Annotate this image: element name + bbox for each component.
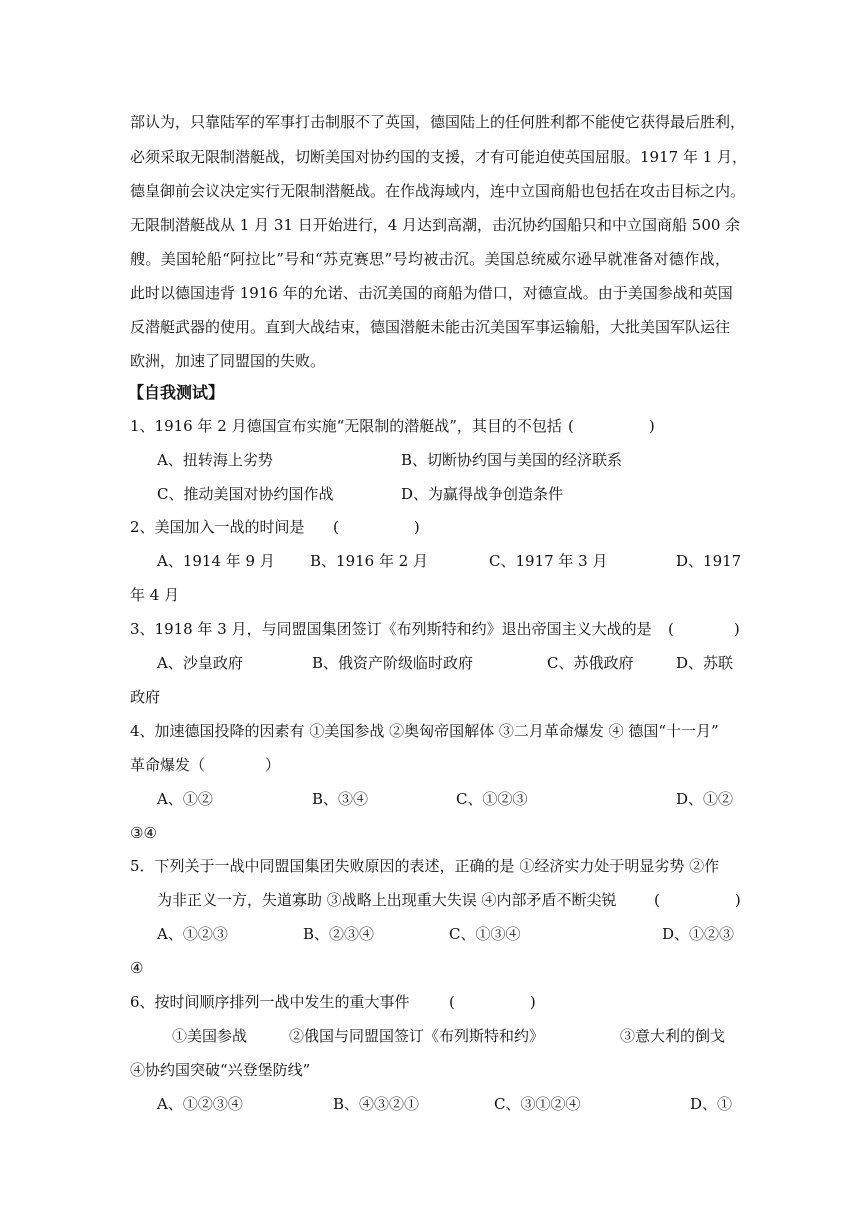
- option-a: A、1914 年 9 月: [157, 552, 275, 570]
- question-stem-continued: 革命爆发（ ）: [130, 756, 281, 774]
- answer-blank: ( ): [654, 891, 741, 909]
- option-a: A、①②: [157, 790, 213, 808]
- question-stem: 5．下列关于一战中同盟国集团失败原因的表述，正确的是 ①经济实力处于明显劣势 ②作: [130, 857, 720, 875]
- event-4: ④协约国突破“兴登堡防线”: [130, 1061, 311, 1079]
- option-d: D、①②: [676, 790, 734, 808]
- question-stem: 6、按时间顺序排列一战中发生的重大事件: [130, 993, 410, 1011]
- option-d-continued: 政府: [130, 688, 161, 706]
- option-b: B、1916 年 2 月: [310, 552, 429, 570]
- paragraph-line: 反潜艇武器的使用。直到大战结束，德国潜艇未能击沉美国军事运输船，大批美国军队运往: [130, 318, 731, 336]
- option-d-continued: ④: [130, 959, 144, 977]
- event-3: ③意大利的倒戈: [620, 1027, 726, 1045]
- option-a: A、①②③④: [157, 1095, 243, 1113]
- option-c: C、1917 年 3 月: [489, 552, 608, 570]
- option-b: B、俄资产阶级临时政府: [312, 654, 474, 672]
- question-stem-continued: 为非正义一方，失道寡助 ③战略上出现重大失误 ④内部矛盾不断尖锐: [157, 891, 617, 909]
- option-c: C、推动美国对协约国作战: [157, 485, 334, 503]
- option-b: B、切断协约国与美国的经济联系: [401, 451, 623, 469]
- option-d: D、苏联: [676, 654, 734, 672]
- event-2: ②俄国与同盟国签订《布列斯特和约》: [289, 1027, 545, 1045]
- option-d: D、①: [690, 1095, 733, 1113]
- paragraph-line: 艘。美国轮船“阿拉比”号和“苏克赛思”号均被击沉。美国总统威尔逊早就准备对德作战，: [130, 250, 730, 268]
- option-c: C、①②③: [456, 790, 528, 808]
- paragraph-line: 无限制潜艇战从 1 月 31 日开始进行，4 月达到高潮，击沉协约国船只和中立国商船 500 余: [130, 216, 741, 234]
- answer-blank: ( ): [668, 620, 740, 638]
- option-d-continued: 年 4 月: [130, 586, 180, 604]
- option-d: D、为赢得战争创造条件: [401, 485, 564, 503]
- paragraph-line: 欧洲，加速了同盟国的失败。: [130, 352, 326, 370]
- question-stem: 3、1918 年 3 月，与同盟国集团签订《布列斯特和约》退出帝国主义大战的是: [130, 620, 652, 638]
- option-d-continued: ③④: [130, 824, 157, 842]
- option-c: C、③①②④: [494, 1095, 581, 1113]
- answer-blank: ( ): [333, 518, 420, 536]
- question-stem: 1、1916 年 2 月德国宣布实施“无限制的潜艇战”，其目的不包括: [130, 417, 562, 435]
- paragraph-line: 德皇御前会议决定实行无限制潜艇战。在作战海域内，连中立国商船也包括在攻击目标之内。: [130, 182, 746, 200]
- option-a: A、①②③: [157, 925, 228, 943]
- option-a: A、扭转海上劣势: [157, 451, 273, 469]
- option-b: B、④③②①: [333, 1095, 420, 1113]
- option-d: D、①②③: [662, 925, 735, 943]
- question-stem: 2、美国加入一战的时间是: [130, 518, 305, 536]
- option-b: B、③④: [312, 790, 369, 808]
- question-stem: 4、加速德国投降的因素有 ①美国参战 ②奥匈帝国解体 ③二月革命爆发 ④ 德国“十一月”: [130, 722, 719, 740]
- section-title: 【自我测试】: [128, 383, 225, 402]
- option-b: B、②③④: [303, 925, 375, 943]
- paragraph-line: 必须采取无限制潜艇战，切断美国对协约国的支援，才有可能迫使英国屈服。1917 年 1 月，: [130, 148, 748, 166]
- event-1: ①美国参战: [172, 1027, 248, 1045]
- option-c: C、苏俄政府: [547, 654, 634, 672]
- option-c: C、①③④: [449, 925, 521, 943]
- option-a: A、沙皇政府: [157, 654, 243, 672]
- answer-blank: ( ): [449, 993, 536, 1011]
- paragraph-line: 此时以德国违背 1916 年的允诺、击沉美国的商船为借口，对德宣战。由于美国参战和英国: [130, 284, 733, 302]
- option-d: D、1917: [676, 552, 742, 570]
- paragraph-line: 部认为，只靠陆军的军事打击制服不了英国，德国陆上的任何胜利都不能使它获得最后胜利，: [130, 113, 746, 131]
- answer-blank: ( ): [568, 417, 655, 435]
